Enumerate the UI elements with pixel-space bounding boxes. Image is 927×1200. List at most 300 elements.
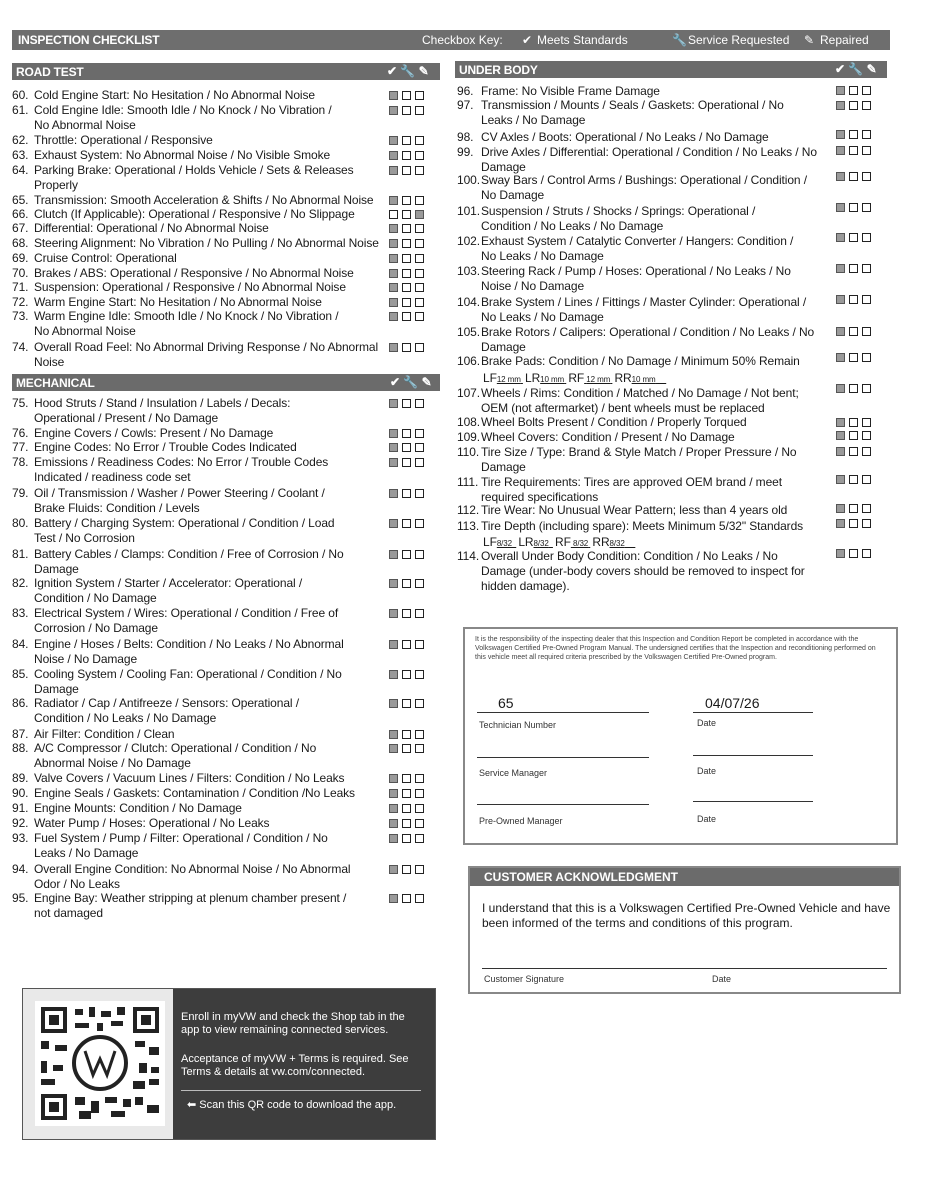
item-number: 74. [12, 340, 29, 354]
brake-pad-readings: LF12 mm LR10 mm RF 12 mm RR10 mm [483, 371, 656, 385]
item-text-line: Cold Engine Idle: Smooth Idle / No Knock / No Vibration / [34, 103, 332, 117]
service-date-line[interactable] [693, 755, 813, 756]
service-requested-checkbox[interactable] [849, 549, 858, 558]
repaired-checkbox[interactable] [862, 549, 871, 558]
repaired-checkbox[interactable] [415, 136, 424, 145]
repaired-checkbox[interactable] [415, 670, 424, 679]
service-requested-checkbox[interactable] [849, 172, 858, 181]
item-text-line: Sway Bars / Control Arms / Bushings: Operational / Condition / [481, 173, 807, 187]
item-number: 98. [457, 130, 474, 144]
item-text-line: Brake System / Lines / Fittings / Master Cylinder: Operational / [481, 295, 807, 309]
item-text-line: Overall Road Feel: No Abnormal Driving Response / No Abnormal [34, 340, 379, 354]
qr-code-icon[interactable] [35, 1001, 165, 1126]
meets-standards-checkbox[interactable] [389, 744, 398, 753]
meets-standards-checkbox[interactable] [836, 431, 845, 440]
meets-standards-checkbox[interactable] [389, 151, 398, 160]
service-requested-checkbox[interactable] [849, 327, 858, 336]
preowned-manager-line[interactable] [477, 804, 649, 805]
service-requested-checkbox[interactable] [849, 264, 858, 273]
item-checkboxes [389, 210, 424, 219]
item-text [34, 340, 378, 370]
service-requested-checkbox[interactable] [849, 101, 858, 110]
certification-box [463, 627, 898, 845]
meets-standards-checkbox[interactable] [389, 254, 398, 263]
repaired-checkbox[interactable] [862, 146, 871, 155]
promo-scan-text: Scan this QR code to download the app. [199, 1099, 397, 1111]
service-requested-checkbox[interactable] [402, 269, 411, 278]
meets-standards-checkbox[interactable] [389, 91, 398, 100]
item-text [34, 103, 332, 133]
repaired-checkbox[interactable] [415, 298, 424, 307]
item-text-line: Brake Pads: Condition / No Damage / Minimum 50% Remain [481, 354, 800, 368]
service-requested-checkbox[interactable] [402, 789, 411, 798]
item-text-line: Battery / Charging System: Operational / Condition / Load [34, 516, 335, 530]
item-checkboxes [389, 819, 424, 828]
service-requested-checkbox[interactable] [849, 519, 858, 528]
meets-standards-checkbox[interactable] [836, 146, 845, 155]
item-text [34, 236, 379, 251]
service-requested-checkbox[interactable] [402, 699, 411, 708]
item-text [34, 455, 328, 485]
item-number: 111. [457, 475, 479, 489]
item-number: 100. [457, 173, 480, 187]
meets-standards-checkbox[interactable] [389, 224, 398, 233]
item-text-line: Parking Brake: Operational / Holds Vehicle / Sets & Releases [34, 163, 354, 177]
item-text [34, 88, 315, 103]
meets-standards-checkbox[interactable] [836, 130, 845, 139]
repaired-checkbox[interactable] [415, 640, 424, 649]
item-number: 79. [12, 486, 29, 500]
repaired-checkbox[interactable] [862, 353, 871, 362]
item-text-line: Cruise Control: Operational [34, 251, 177, 265]
item-checkboxes [389, 744, 424, 753]
service-requested-checkbox[interactable] [849, 233, 858, 242]
service-requested-checkbox[interactable] [402, 894, 411, 903]
repaired-checkbox[interactable] [415, 312, 424, 321]
service-requested-checkbox[interactable] [402, 239, 411, 248]
check-circle-icon: ✔ [522, 33, 533, 47]
meets-standards-checkbox[interactable] [389, 136, 398, 145]
meets-standards-checkbox[interactable] [389, 609, 398, 618]
item-checkboxes [389, 443, 424, 452]
item-text [34, 221, 269, 236]
item-checkboxes [836, 146, 871, 155]
repaired-checkbox[interactable] [415, 550, 424, 559]
repaired-checkbox[interactable] [862, 384, 871, 393]
service-requested-checkbox[interactable] [402, 298, 411, 307]
item-checkboxes [389, 804, 424, 813]
item-number: 99. [457, 145, 474, 159]
meets-standards-checkbox[interactable] [836, 327, 845, 336]
service-requested-checkbox[interactable] [402, 458, 411, 467]
item-text [34, 831, 328, 861]
repaired-checkbox[interactable] [415, 283, 424, 292]
service-requested-checkbox[interactable] [402, 519, 411, 528]
meets-standards-checkbox[interactable] [389, 312, 398, 321]
meets-standards-checkbox[interactable] [389, 283, 398, 292]
meets-standards-checkbox[interactable] [836, 418, 845, 427]
meets-standards-checkbox[interactable] [836, 233, 845, 242]
meets-standards-checkbox[interactable] [836, 101, 845, 110]
repaired-checkbox[interactable] [415, 730, 424, 739]
repaired-checkbox[interactable] [862, 519, 871, 528]
tire-depth-readings: LF8/32 LR8/32 RF 8/32 RR8/32 [483, 535, 625, 549]
service-requested-checkbox[interactable] [402, 106, 411, 115]
item-number: 67. [12, 221, 29, 235]
service-requested-checkbox[interactable] [402, 429, 411, 438]
item-text-line: Throttle: Operational / Responsive [34, 133, 213, 147]
meets-standards-checkbox[interactable] [389, 699, 398, 708]
item-text-line: Exhaust System: No Abnormal Noise / No Visible Smoke [34, 148, 331, 162]
repaired-checkbox[interactable] [862, 172, 871, 181]
repaired-checkbox[interactable] [415, 106, 424, 115]
item-text-line: Wheels / Rims: Condition / Matched / No Damage / Not bent; [481, 386, 799, 400]
repaired-checkbox[interactable] [415, 458, 424, 467]
service-requested-checkbox[interactable] [402, 640, 411, 649]
item-text [34, 133, 213, 148]
meets-standards-checkbox[interactable] [389, 489, 398, 498]
item-number: 61. [12, 103, 29, 117]
meets-standards-checkbox[interactable] [389, 298, 398, 307]
meets-standards-checkbox[interactable] [389, 106, 398, 115]
repaired-checkbox[interactable] [415, 804, 424, 813]
repaired-checkbox[interactable] [862, 327, 871, 336]
service-requested-checkbox[interactable] [402, 579, 411, 588]
meets-standards-checkbox[interactable] [389, 865, 398, 874]
service-requested-checkbox[interactable] [402, 550, 411, 559]
key-service-requested: Service Requested [688, 33, 790, 47]
item-number: 95. [12, 891, 29, 905]
repaired-checkbox[interactable] [862, 447, 871, 456]
key-meets-standards: Meets Standards [537, 33, 628, 47]
item-text [481, 84, 660, 99]
item-text-line: Leaks / No Damage [481, 113, 586, 127]
repaired-checkbox[interactable] [862, 418, 871, 427]
meets-standards-checkbox[interactable] [389, 196, 398, 205]
item-text [34, 163, 354, 193]
service-requested-checkbox[interactable] [402, 224, 411, 233]
item-checkboxes [389, 399, 424, 408]
repaired-checkbox[interactable] [862, 295, 871, 304]
item-text-line: Indicated / readiness code set [34, 470, 191, 484]
item-text [34, 606, 338, 636]
item-text-line: Damage [481, 160, 526, 174]
item-text-line: No Abnormal Noise [34, 324, 136, 338]
item-text [34, 516, 334, 546]
service-requested-checkbox[interactable] [402, 343, 411, 352]
meets-standards-checkbox[interactable] [389, 399, 398, 408]
item-text [481, 430, 735, 445]
item-number: 85. [12, 667, 29, 681]
repaired-checkbox[interactable] [415, 399, 424, 408]
service-requested-checkbox[interactable] [402, 819, 411, 828]
item-text [481, 503, 787, 518]
meets-standards-checkbox[interactable] [836, 353, 845, 362]
item-number: 80. [12, 516, 29, 530]
item-text [34, 193, 374, 208]
customer-signature-line[interactable] [482, 968, 887, 969]
repaired-checkbox[interactable] [415, 519, 424, 528]
repaired-checkbox[interactable] [415, 579, 424, 588]
meets-standards-checkbox[interactable] [389, 894, 398, 903]
item-checkboxes [389, 239, 424, 248]
repaired-checkbox[interactable] [415, 834, 424, 843]
preowned-date-line[interactable] [693, 801, 813, 802]
item-number: 104. [457, 295, 480, 309]
item-text-line: Warm Engine Start: No Hesitation / No Abnormal Noise [34, 295, 322, 309]
service-requested-checkbox[interactable] [402, 774, 411, 783]
preowned-date-label: Date [697, 814, 717, 824]
item-number: 109. [457, 430, 480, 444]
date-label: Date [697, 718, 717, 728]
repaired-checkbox[interactable] [415, 699, 424, 708]
item-text-line: Brake Fluids: Condition / Levels [34, 501, 200, 515]
item-text-line: Engine Codes: No Error / Trouble Codes Indicated [34, 440, 297, 454]
item-checkboxes [389, 106, 424, 115]
service-requested-checkbox[interactable] [402, 744, 411, 753]
item-number: 62. [12, 133, 29, 147]
item-number: 91. [12, 801, 29, 815]
item-number: 114. [457, 549, 480, 563]
repaired-checkbox[interactable] [862, 475, 871, 484]
service-requested-checkbox[interactable] [402, 443, 411, 452]
repaired-checkbox[interactable] [862, 431, 871, 440]
technician-line [477, 712, 649, 713]
item-number: 88. [12, 741, 29, 755]
customer-acknowledgment-text: I understand that this is a Volkswagen Certified Pre-Owned Vehicle and have been informed of the terms and conditions of this program. [482, 901, 891, 930]
repaired-checkbox[interactable] [415, 443, 424, 452]
date-line [693, 712, 813, 713]
item-text-line: Water Pump / Hoses: Operational / No Leaks [34, 816, 270, 830]
item-checkboxes [389, 865, 424, 874]
service-requested-checkbox[interactable] [402, 151, 411, 160]
item-checkboxes [836, 475, 871, 484]
meets-standards-checkbox[interactable] [389, 443, 398, 452]
repaired-checkbox[interactable] [415, 224, 424, 233]
service-requested-checkbox[interactable] [402, 254, 411, 263]
repaired-checkbox[interactable] [415, 239, 424, 248]
item-number: 113. [457, 519, 480, 533]
item-text [481, 98, 784, 128]
meets-standards-checkbox[interactable] [836, 475, 845, 484]
service-manager-line[interactable] [477, 757, 649, 758]
service-requested-checkbox[interactable] [402, 730, 411, 739]
arrow-left-icon: ⬅ [187, 1099, 200, 1111]
item-text-line: Fuel System / Pump / Filter: Operational / Condition / No [34, 831, 328, 845]
item-number: 65. [12, 193, 29, 207]
service-requested-checkbox[interactable] [402, 670, 411, 679]
item-text-line: Differential: Operational / No Abnormal Noise [34, 221, 269, 235]
meets-standards-checkbox[interactable] [389, 834, 398, 843]
item-text-line: Air Filter: Condition / Clean [34, 727, 175, 741]
service-requested-checkbox[interactable] [402, 210, 411, 219]
service-requested-checkbox[interactable] [849, 353, 858, 362]
service-requested-checkbox[interactable] [849, 447, 858, 456]
repaired-checkbox[interactable] [415, 269, 424, 278]
meets-standards-checkbox[interactable] [836, 519, 845, 528]
repaired-checkbox[interactable] [415, 789, 424, 798]
item-number: 75. [12, 396, 29, 410]
item-text-line: Tire Size / Type: Brand & Style Match / Proper Pressure / No [481, 445, 797, 459]
repaired-checkbox[interactable] [862, 101, 871, 110]
meets-standards-checkbox[interactable] [836, 295, 845, 304]
service-requested-checkbox[interactable] [402, 166, 411, 175]
item-text [481, 145, 817, 175]
item-text-line: Condition / No Leaks / No Damage [34, 711, 217, 725]
repaired-checkbox[interactable] [862, 504, 871, 513]
item-text-line: Wheel Covers: Condition / Present / No Damage [481, 430, 735, 444]
service-requested-checkbox[interactable] [402, 91, 411, 100]
item-checkboxes [836, 130, 871, 139]
item-checkboxes [389, 224, 424, 233]
meets-standards-checkbox[interactable] [836, 172, 845, 181]
repaired-checkbox[interactable] [415, 343, 424, 352]
service-requested-checkbox[interactable] [849, 295, 858, 304]
service-requested-checkbox[interactable] [849, 431, 858, 440]
under-body-header [455, 61, 887, 78]
service-requested-checkbox[interactable] [849, 475, 858, 484]
myvw-promo [22, 988, 436, 1140]
checklist-header-bar [12, 30, 890, 50]
repaired-checkbox[interactable] [415, 196, 424, 205]
item-text-line: Valve Covers / Vacuum Lines / Filters: Condition / No Leaks [34, 771, 345, 785]
meets-standards-checkbox[interactable] [389, 640, 398, 649]
checkbox-key-label: Checkbox Key: [422, 33, 503, 47]
service-requested-checkbox[interactable] [402, 834, 411, 843]
meets-standards-checkbox[interactable] [389, 429, 398, 438]
repaired-checkbox[interactable] [415, 865, 424, 874]
service-requested-checkbox[interactable] [849, 146, 858, 155]
repaired-checkbox[interactable] [862, 86, 871, 95]
meets-standards-checkbox[interactable] [836, 447, 845, 456]
item-text [34, 426, 273, 441]
service-requested-checkbox[interactable] [402, 489, 411, 498]
meets-standards-checkbox[interactable] [389, 343, 398, 352]
meets-standards-checkbox[interactable] [389, 239, 398, 248]
repaired-checkbox[interactable] [415, 774, 424, 783]
item-text [34, 801, 242, 816]
meets-standards-checkbox[interactable] [389, 730, 398, 739]
technician-number-value: 65 [498, 695, 514, 711]
meets-standards-checkbox[interactable] [389, 519, 398, 528]
repaired-checkbox[interactable] [862, 203, 871, 212]
certification-text: It is the responsibility of the inspecting dealer that this Inspection and Condition Report be completed in accordance with the Volkswagen Certified Pre-Owned Program Manual. The undersigned certifies that the Inspection and reconditioning performed on this vehicle meet all required criteria prescribed by the Volkswagen Certified Pre-Owned program. [475, 636, 876, 661]
service-requested-checkbox[interactable] [402, 312, 411, 321]
item-number: 110. [457, 445, 480, 459]
item-text-line: Electrical System / Wires: Operational / Condition / Free of [34, 606, 339, 620]
meets-standards-checkbox[interactable] [389, 166, 398, 175]
item-checkboxes [389, 730, 424, 739]
repaired-checkbox[interactable] [862, 130, 871, 139]
meets-standards-checkbox[interactable] [836, 203, 845, 212]
item-number: 92. [12, 816, 29, 830]
meets-standards-checkbox[interactable] [836, 504, 845, 513]
meets-standards-checkbox[interactable] [389, 210, 398, 219]
repaired-checkbox[interactable] [415, 210, 424, 219]
meets-standards-checkbox[interactable] [389, 670, 398, 679]
item-number: 90. [12, 786, 29, 800]
item-number: 76. [12, 426, 29, 440]
meets-standards-checkbox[interactable] [389, 550, 398, 559]
item-checkboxes [836, 327, 871, 336]
repaired-checkbox[interactable] [415, 254, 424, 263]
meets-standards-checkbox[interactable] [836, 264, 845, 273]
item-text-line: Noise / No Damage [481, 279, 585, 293]
meets-standards-checkbox[interactable] [389, 819, 398, 828]
item-text [34, 309, 338, 339]
item-text [34, 786, 355, 801]
service-requested-checkbox[interactable] [849, 86, 858, 95]
repaired-checkbox[interactable] [862, 233, 871, 242]
item-text-line: required specifications [481, 490, 599, 504]
service-requested-checkbox[interactable] [402, 283, 411, 292]
meets-standards-checkbox[interactable] [836, 549, 845, 558]
repaired-checkbox[interactable] [415, 91, 424, 100]
item-text-line: Battery Cables / Clamps: Condition / Free of Corrosion / No [34, 547, 344, 561]
meets-standards-checkbox[interactable] [389, 269, 398, 278]
service-requested-checkbox[interactable] [402, 609, 411, 618]
item-checkboxes [389, 196, 424, 205]
under-body-title: UNDER BODY [459, 63, 538, 77]
repaired-checkbox[interactable] [415, 489, 424, 498]
item-text-line: Cooling System / Cooling Fan: Operational / Condition / No [34, 667, 342, 681]
service-requested-checkbox[interactable] [402, 196, 411, 205]
item-checkboxes [389, 834, 424, 843]
item-text-line: Hood Struts / Stand / Insulation / Labels / Decals: [34, 396, 291, 410]
meets-standards-checkbox[interactable] [389, 458, 398, 467]
item-number: 78. [12, 455, 29, 469]
service-requested-checkbox[interactable] [849, 130, 858, 139]
repaired-checkbox[interactable] [415, 819, 424, 828]
repaired-checkbox[interactable] [415, 429, 424, 438]
service-requested-checkbox[interactable] [402, 399, 411, 408]
service-requested-checkbox[interactable] [849, 418, 858, 427]
item-text-line: Tire Wear: No Unusual Wear Pattern; less than 4 years old [481, 503, 788, 517]
promo-enroll-text: Enroll in myVW and check the Shop tab in the app to view remaining connected services. [181, 1011, 405, 1036]
item-number: 64. [12, 163, 29, 177]
item-number: 97. [457, 98, 474, 112]
repaired-checkbox[interactable] [862, 264, 871, 273]
meets-standards-checkbox[interactable] [836, 86, 845, 95]
repaired-checkbox[interactable] [415, 166, 424, 175]
repaired-checkbox[interactable] [415, 609, 424, 618]
service-requested-checkbox[interactable] [849, 384, 858, 393]
meets-standards-checkbox[interactable] [836, 384, 845, 393]
service-requested-checkbox[interactable] [402, 804, 411, 813]
item-text [481, 475, 782, 505]
item-number: 83. [12, 606, 29, 620]
item-text [34, 207, 355, 222]
meets-standards-checkbox[interactable] [389, 579, 398, 588]
item-checkboxes [389, 91, 424, 100]
repaired-checkbox[interactable] [415, 894, 424, 903]
service-requested-checkbox[interactable] [402, 865, 411, 874]
item-text-line: Brakes / ABS: Operational / Responsive / No Abnormal Noise [34, 266, 354, 280]
service-requested-checkbox[interactable] [849, 203, 858, 212]
meets-standards-checkbox[interactable] [389, 789, 398, 798]
meets-standards-checkbox[interactable] [389, 804, 398, 813]
item-text [481, 415, 747, 430]
repaired-checkbox[interactable] [415, 744, 424, 753]
item-number: 70. [12, 266, 29, 280]
repaired-checkbox[interactable] [415, 151, 424, 160]
item-text [481, 130, 769, 145]
item-text [481, 234, 793, 264]
service-requested-checkbox[interactable] [402, 136, 411, 145]
service-requested-checkbox[interactable] [849, 504, 858, 513]
meets-standards-checkbox[interactable] [389, 774, 398, 783]
item-checkboxes [389, 789, 424, 798]
